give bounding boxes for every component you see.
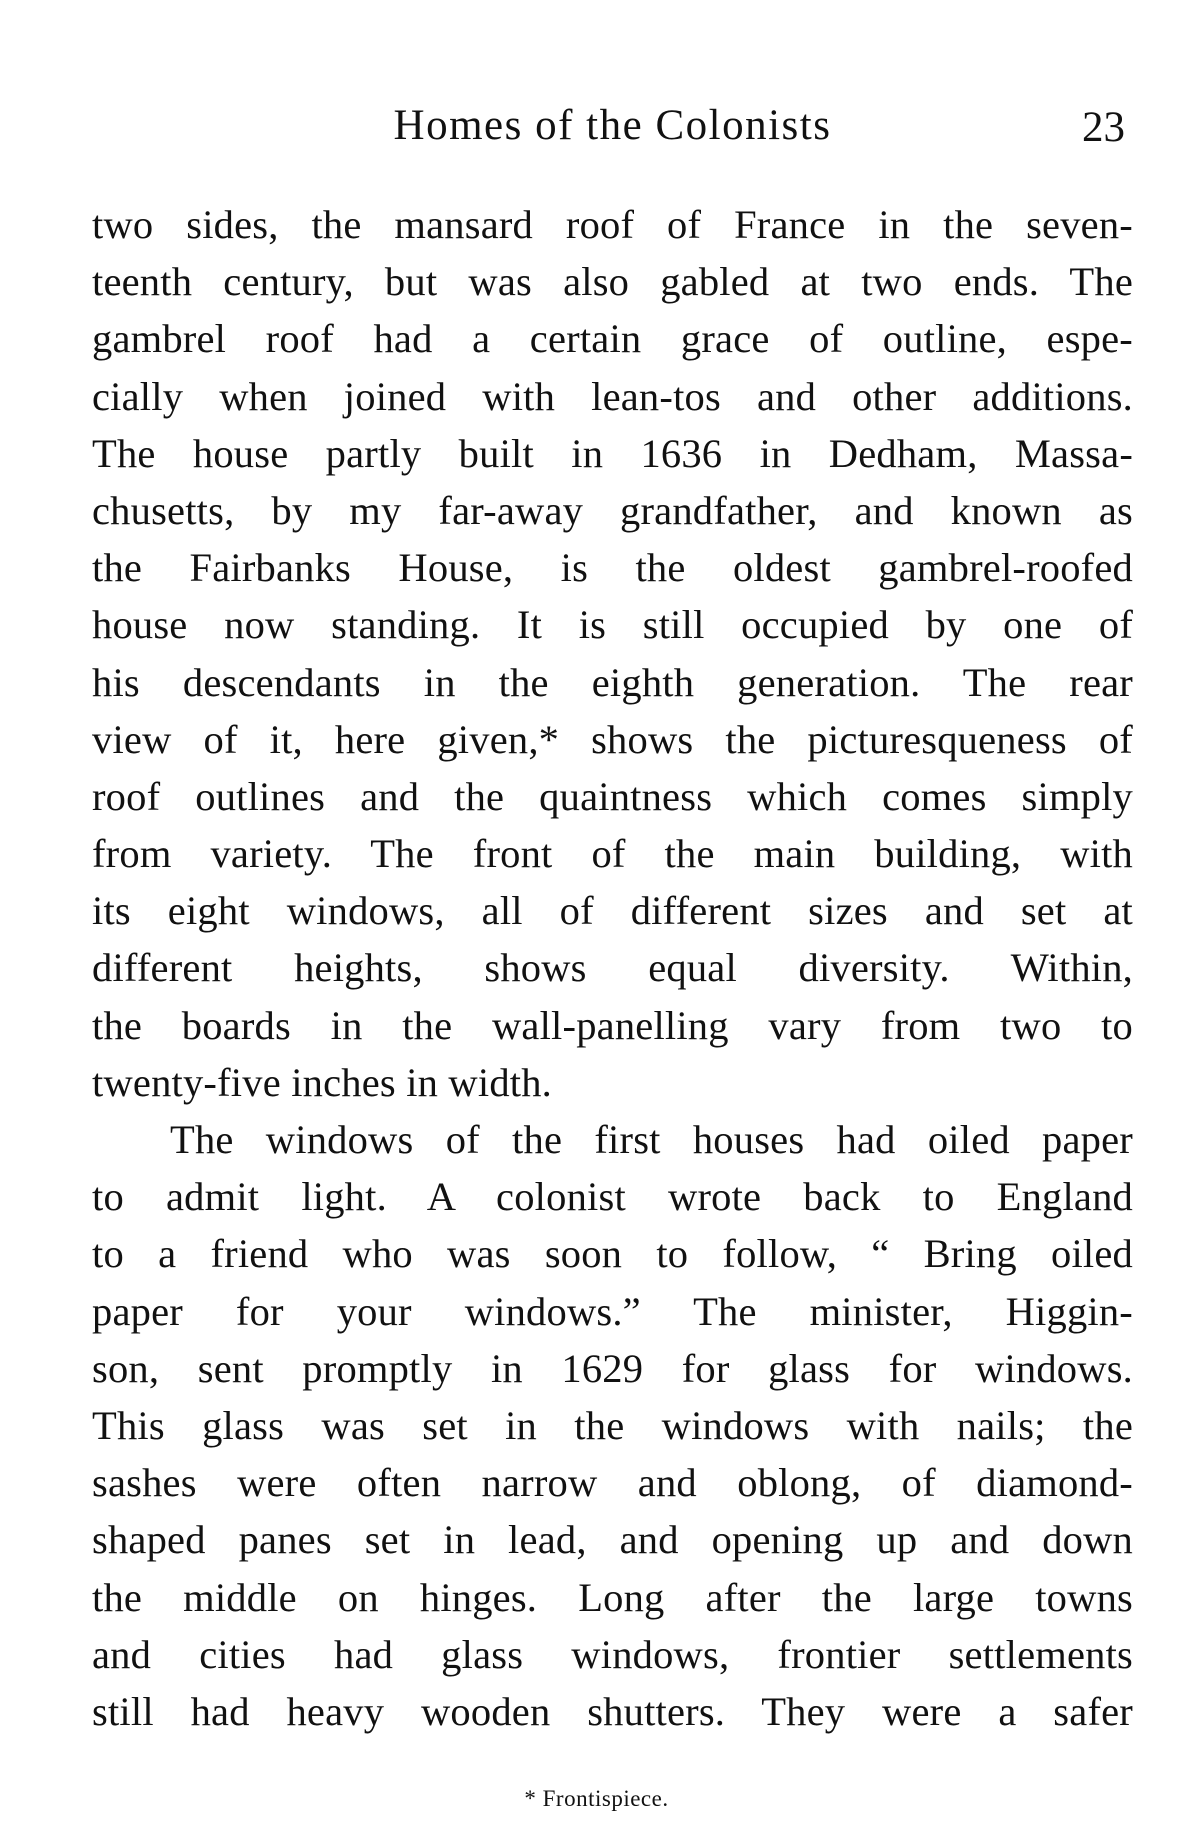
- text-line: paper for your windows.” The minister, Higgin-: [92, 1288, 1133, 1334]
- page-number: 23: [1082, 104, 1125, 151]
- text-line: to a friend who was soon to follow, “ Bring oiled: [92, 1231, 1133, 1277]
- body-text: [92, 196, 1133, 1740]
- text-line: its eight windows, all of different sizes and set at: [92, 888, 1133, 934]
- running-head: [90, 96, 1135, 156]
- text-line: cially when joined with lean-tos and other additions.: [92, 373, 1133, 419]
- text-line: sashes were often narrow and oblong, of diamond-: [92, 1460, 1133, 1506]
- text-line: shaped panes set in lead, and opening up and down: [92, 1517, 1133, 1563]
- running-title: Homes of the Colonists: [393, 102, 832, 149]
- text-line: the Fairbanks House, is the oldest gambrel-roofed: [92, 545, 1133, 591]
- text-line: and cities had glass windows, frontier settlements: [92, 1631, 1133, 1677]
- text-line: to admit light. A colonist wrote back to England: [92, 1174, 1133, 1220]
- text-line: two sides, the mansard roof of France in the seven-: [92, 202, 1133, 247]
- text-line: still had heavy wooden shutters. They were a safer: [92, 1688, 1133, 1734]
- text-line: son, sent promptly in 1629 for glass for windows.: [92, 1345, 1133, 1391]
- text-line: house now standing. It is still occupied by one of: [92, 602, 1133, 648]
- text-line: from variety. The front of the main building, with: [92, 831, 1133, 877]
- text-line: view of it, here given,* shows the picturesqueness of: [92, 716, 1133, 762]
- text-line: chusetts, by my far-away grandfather, and known as: [92, 487, 1133, 533]
- paragraph: [92, 1111, 1133, 1740]
- text-line: roof outlines and the quaintness which comes simply: [92, 773, 1133, 819]
- text-line: This glass was set in the windows with nails; the: [92, 1402, 1133, 1448]
- text-line: teenth century, but was also gabled at two ends. The: [92, 259, 1133, 305]
- text-line: different heights, shows equal diversity. Within,: [92, 945, 1133, 991]
- text-line: the boards in the wall-panelling vary from two to: [92, 1002, 1133, 1048]
- text-line: The house partly built in 1636 in Dedham, Massa-: [92, 430, 1133, 476]
- footnote: * Frontispiece.: [524, 1786, 669, 1811]
- text-line: twenty-five inches in width.: [92, 1059, 552, 1105]
- paragraph: [92, 196, 1133, 1111]
- text-line: the middle on hinges. Long after the large towns: [92, 1574, 1133, 1620]
- text-line: his descendants in the eighth generation. The rear: [92, 659, 1133, 705]
- text-line: gambrel roof had a certain grace of outline, espe-: [92, 316, 1133, 362]
- text-line: The windows of the first houses had oiled paper: [170, 1117, 1133, 1162]
